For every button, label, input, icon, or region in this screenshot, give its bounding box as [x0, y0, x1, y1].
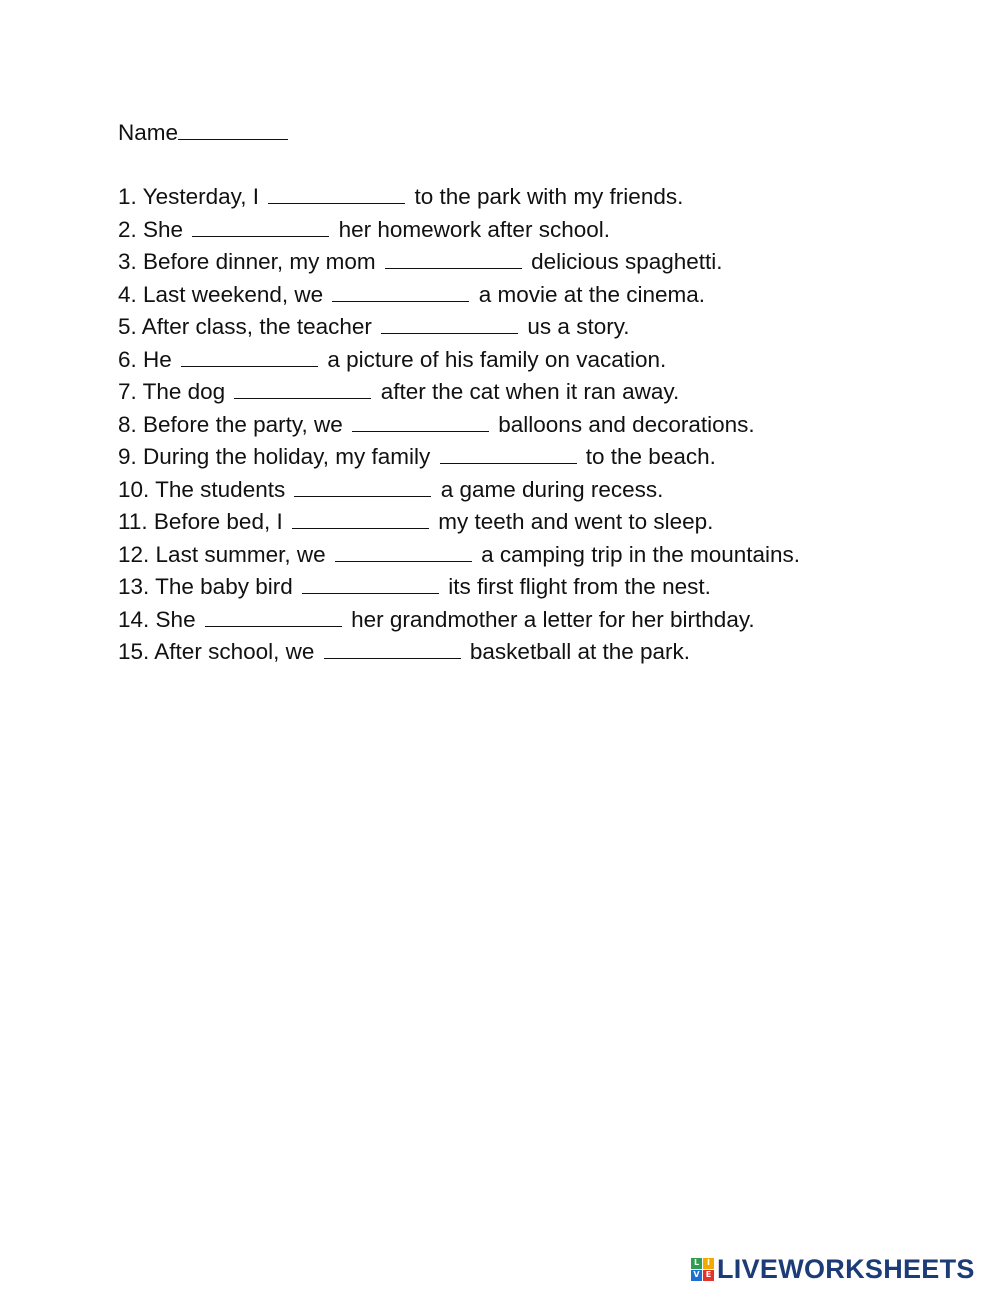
question-text-after: delicious spaghetti. — [531, 249, 723, 274]
answer-blank-input[interactable] — [352, 413, 489, 432]
answer-blank-input[interactable] — [268, 185, 405, 204]
question-item — [118, 571, 978, 604]
question-item — [118, 181, 978, 214]
question-text-after: her homework after school. — [338, 216, 610, 242]
answer-blank-input[interactable] — [294, 478, 431, 497]
question-text-after: a game during recess. — [440, 476, 664, 502]
question-text-after: basketball at the park. — [469, 639, 691, 664]
name-line — [118, 117, 978, 149]
question-text-before: Last summer, we — [155, 541, 326, 567]
question-text-before: Before bed, I — [153, 509, 283, 534]
answer-blank-input[interactable] — [292, 510, 429, 529]
question-number: 5. — [118, 314, 137, 339]
question-text-before: Yesterday, I — [142, 184, 259, 209]
question-text-before: Last weekend, we — [143, 281, 324, 307]
answer-blank-input[interactable] — [302, 575, 439, 594]
question-text-before: Before the party, we — [143, 411, 343, 437]
name-label: Name — [118, 120, 179, 145]
logo-tile: L — [691, 1258, 702, 1269]
name-blank-input[interactable] — [178, 121, 288, 140]
question-item — [118, 311, 978, 344]
question-text-before: He — [143, 346, 172, 372]
answer-blank-input[interactable] — [205, 608, 342, 627]
liveworksheets-brand — [691, 1256, 975, 1282]
question-item — [118, 376, 978, 409]
answer-blank-input[interactable] — [335, 543, 472, 562]
question-text-before: After class, the teacher — [141, 314, 372, 339]
logo-tile: V — [691, 1270, 702, 1281]
question-text-after: a camping trip in the mountains. — [481, 541, 801, 567]
answer-blank-input[interactable] — [385, 250, 522, 269]
question-item — [118, 214, 978, 247]
question-text-after: a movie at the cinema. — [478, 281, 706, 307]
brand-name: LIVEWORKSHEETS — [717, 1254, 975, 1284]
answer-blank-input[interactable] — [324, 640, 461, 659]
question-text-after: to the park with my friends. — [414, 184, 684, 209]
question-item — [118, 441, 978, 474]
question-item — [118, 604, 978, 637]
question-item — [118, 539, 978, 572]
question-text-before: The dog — [142, 379, 226, 404]
question-text-before: She — [143, 216, 184, 242]
question-number: 15. — [118, 639, 150, 664]
question-number: 6. — [118, 346, 137, 372]
question-number: 1. — [118, 184, 137, 209]
question-item — [118, 636, 978, 669]
question-number: 4. — [118, 281, 137, 307]
question-number: 3. — [118, 249, 137, 274]
question-number: 14. — [118, 606, 150, 632]
question-number: 11. — [118, 509, 148, 534]
question-text-before: The baby bird — [155, 574, 293, 599]
question-text-after: us a story. — [527, 314, 630, 339]
question-item — [118, 409, 978, 442]
answer-blank-input[interactable] — [440, 445, 577, 464]
question-number: 12. — [118, 541, 150, 567]
question-item — [118, 246, 978, 279]
question-text-after: balloons and decorations. — [498, 411, 755, 437]
question-number: 10. — [118, 476, 150, 502]
answer-blank-input[interactable] — [381, 315, 518, 334]
logo-tile: I — [703, 1258, 714, 1269]
logo-tile: E — [703, 1270, 714, 1281]
question-text-after: its first flight from the nest. — [448, 574, 711, 599]
question-text-before: The students — [155, 476, 286, 502]
question-number: 8. — [118, 411, 137, 437]
question-item — [118, 279, 978, 312]
question-item — [118, 506, 978, 539]
question-number: 7. — [118, 379, 137, 404]
question-text-after: my teeth and went to sleep. — [438, 509, 714, 534]
answer-blank-input[interactable] — [192, 218, 329, 237]
question-item — [118, 474, 978, 507]
question-text-before: She — [155, 606, 196, 632]
question-text-before: After school, we — [154, 639, 315, 664]
question-text-after: a picture of his family on vacation. — [327, 346, 667, 372]
liveworksheets-logo-icon — [691, 1258, 714, 1281]
question-text-after: to the beach. — [585, 444, 716, 469]
question-text-before: Before dinner, my mom — [143, 249, 376, 274]
question-number: 13. — [118, 574, 150, 599]
answer-blank-input[interactable] — [234, 380, 371, 399]
question-list — [118, 181, 978, 669]
question-number: 2. — [118, 216, 137, 242]
question-text-after: her grandmother a letter for her birthday. — [351, 606, 755, 632]
question-text-before: During the holiday, my family — [143, 444, 431, 469]
worksheet — [118, 117, 978, 669]
question-item — [118, 344, 978, 377]
answer-blank-input[interactable] — [181, 348, 318, 367]
question-number: 9. — [118, 444, 137, 469]
answer-blank-input[interactable] — [332, 283, 469, 302]
question-text-after: after the cat when it ran away. — [380, 379, 680, 404]
